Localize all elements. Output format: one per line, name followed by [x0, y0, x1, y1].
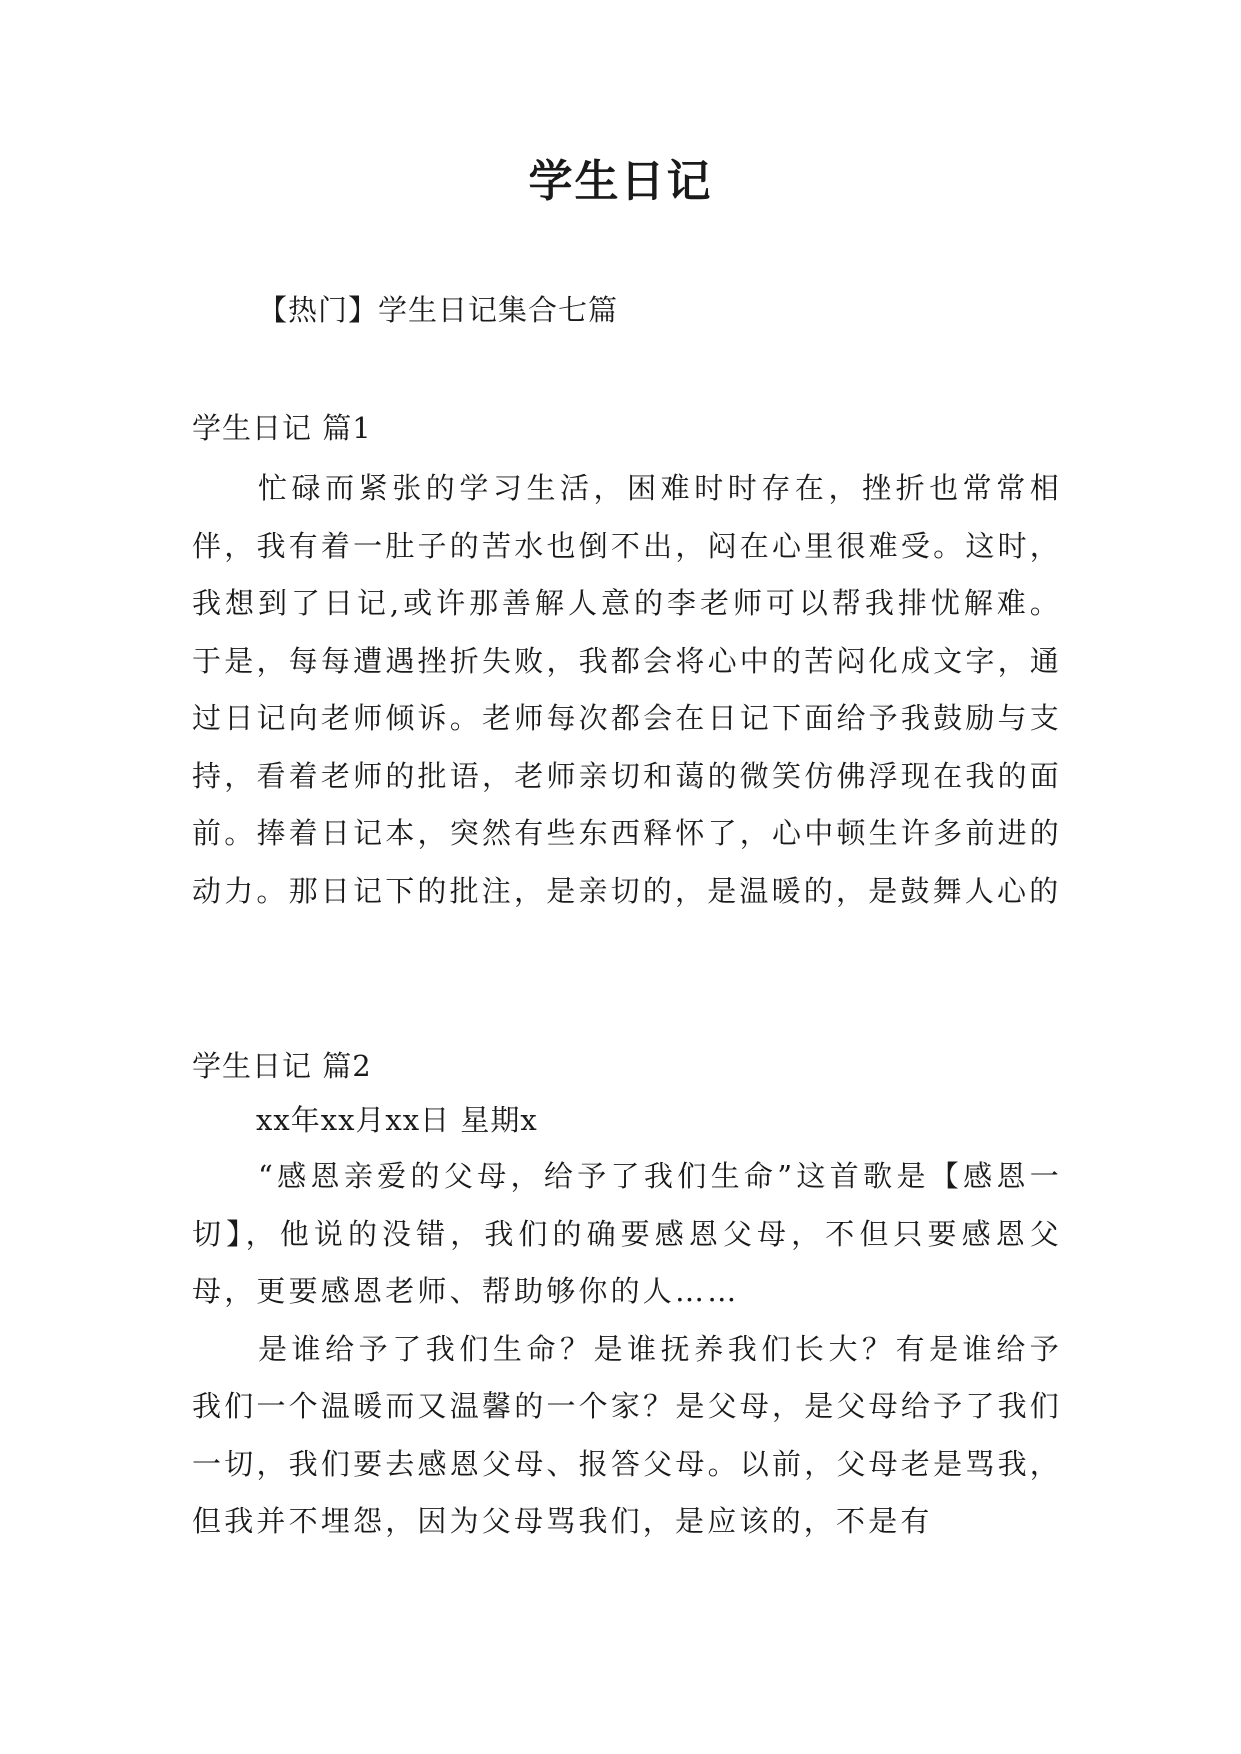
document-title: 学生日记	[528, 156, 713, 207]
diary-entry-2	[192, 1046, 1062, 1551]
entry-paragraph: “感恩亲爱的父母，给予了我们生命”这首歌是【感恩一切】，他说的没错，我们的确要感恩父母，不但只要感恩父母，更要感恩老师、帮助够你的人……	[192, 1159, 1062, 1308]
entry-heading: 学生日记 篇2	[192, 1049, 372, 1083]
entry-paragraph: 是谁给予了我们生命？是谁抚养我们长大？有是谁给予我们一个温暖而又温馨的一个家？是父母，是父母给予了我们一切，我们要去感恩父母、报答父母。以前，父母老是骂我，但我并不埋怨，因为父母骂我们，是应该的，不是有	[192, 1331, 1062, 1538]
entry-heading: 学生日记 篇1	[192, 411, 372, 445]
diary-entry-1	[192, 408, 1062, 920]
document-subtitle: 【热门】学生日记集合七篇	[258, 293, 619, 327]
entry-paragraph: 忙碌而紧张的学习生活，困难时时存在，挫折也常常相伴，我有着一肚子的苦水也倒不出，闷在心里很难受。这时，我想到了日记,或许那善解人意的李老师可以帮我排忧解难。于是，每每遭遇挫折失败，我都会将心中的苦闷化成文字，通过日记向老师倾诉。老师每次都会在日记下面给予我鼓励与支持，看着老师的批语，老师亲切和蔼的微笑仿佛浮现在我的面前。捧着日记本，突然有些东西释怀了，心中顿生许多前进的动力。那日记下的批注，是亲切的，是温暖的，是鼓舞人心的	[192, 471, 1062, 908]
entry-date: xx年xx月xx日 星期x	[256, 1103, 538, 1137]
